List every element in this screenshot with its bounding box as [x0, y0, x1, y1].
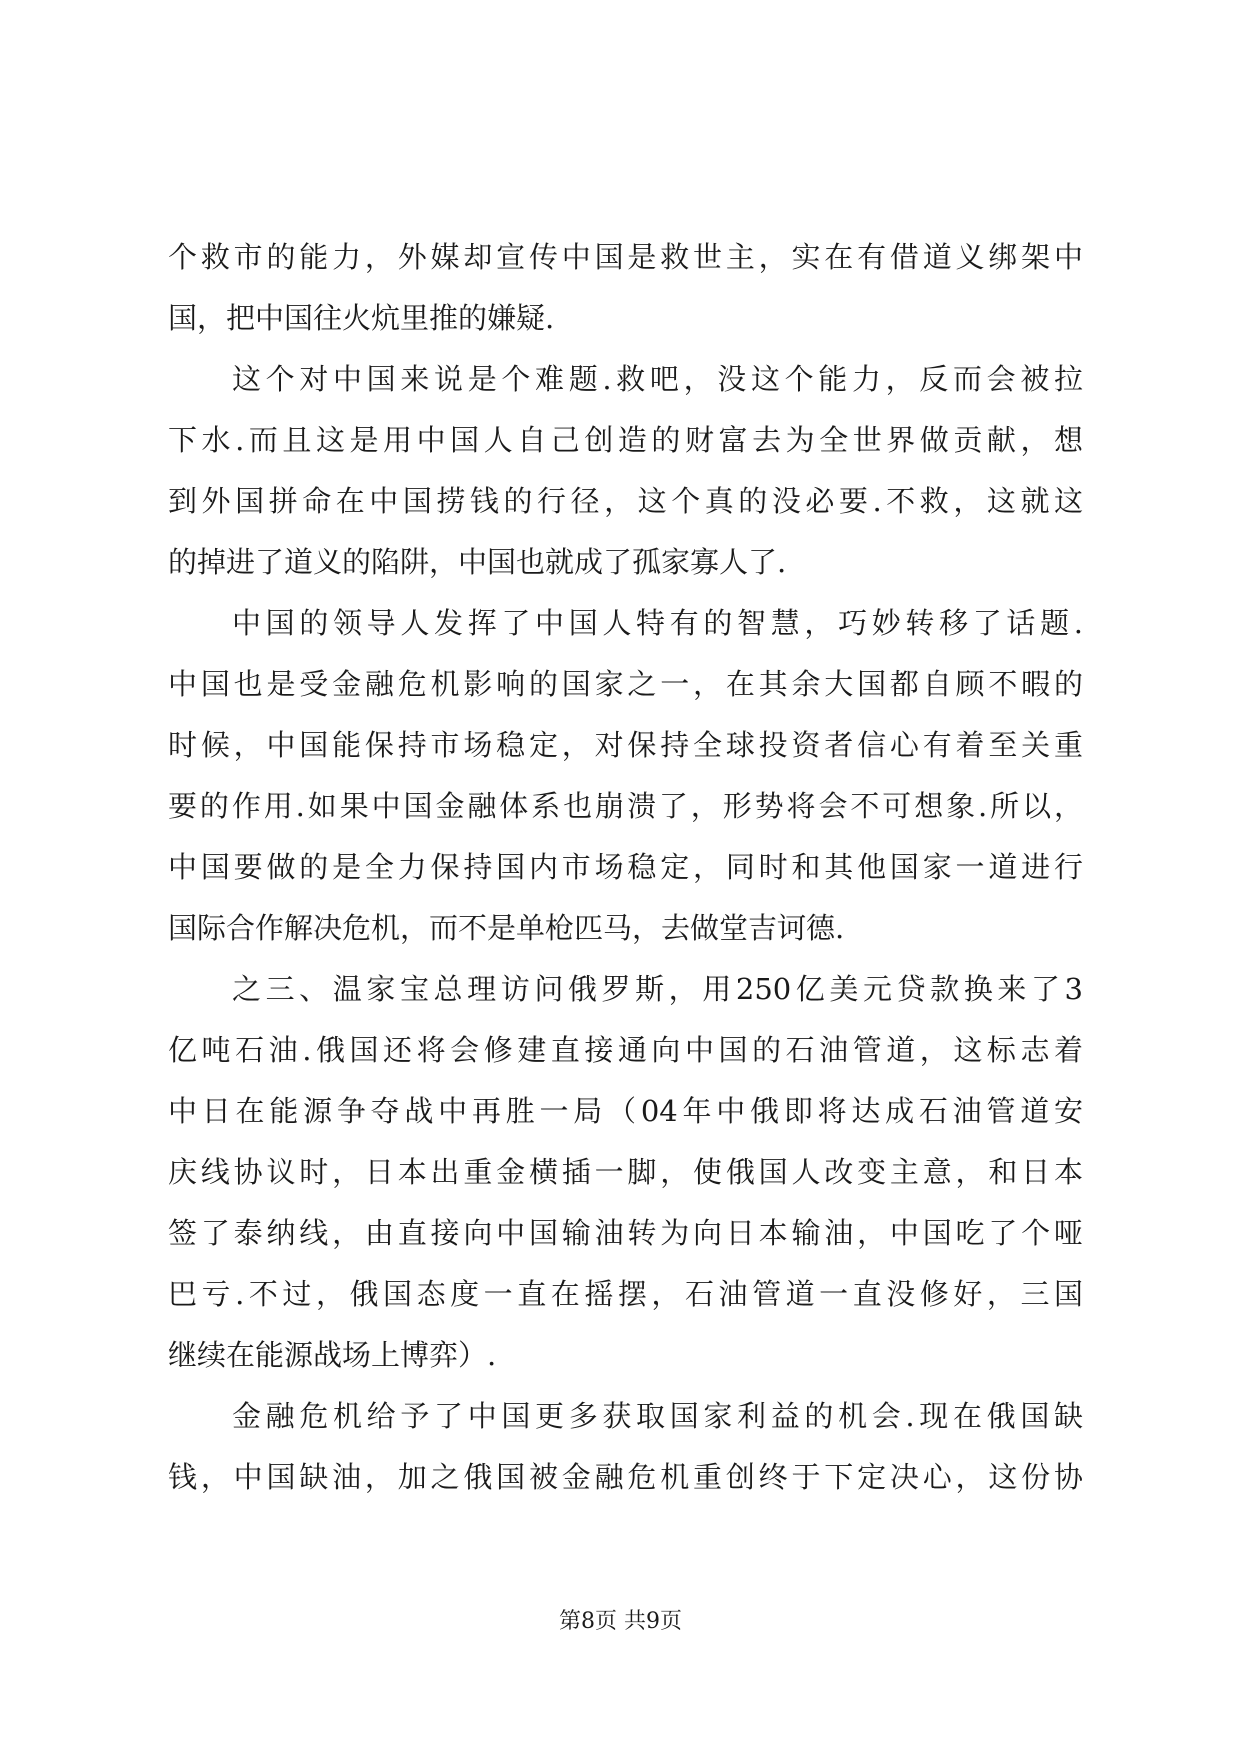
text-line: 巴亏.不过，俄国态度一直在摇摆，石油管道一直没修好，三国	[168, 1277, 1083, 1311]
text-line: 要的作用.如果中国金融体系也崩溃了，形势将会不可想象.所以，	[168, 789, 1083, 823]
text-line: 中国要做的是全力保持国内市场稳定，同时和其他国家一道进行	[168, 850, 1083, 884]
text-line: 继续在能源战场上博弈）.	[168, 1338, 497, 1372]
text-line: 金融危机给予了中国更多获取国家利益的机会.现在俄国缺	[232, 1399, 1083, 1433]
text-line: 之三、温家宝总理访问俄罗斯，用250亿美元贷款换来了3	[232, 972, 1083, 1006]
text-line: 中国的领导人发挥了中国人特有的智慧，巧妙转移了话题.	[232, 606, 1083, 640]
text-line: 国际合作解决危机，而不是单枪匹马，去做堂吉诃德.	[168, 911, 845, 945]
text-line: 时候，中国能保持市场稳定，对保持全球投资者信心有着至关重	[168, 728, 1083, 762]
text-line: 庆线协议时，日本出重金横插一脚，使俄国人改变主意，和日本	[168, 1155, 1083, 1189]
text-line: 的掉进了道义的陷阱，中国也就成了孤家寡人了.	[168, 545, 787, 579]
text-line: 下水.而且这是用中国人自己创造的财富去为全世界做贡献，想	[168, 423, 1083, 457]
page-number: 第8页 共9页	[559, 1609, 682, 1634]
text-line: 个救市的能力，外媒却宣传中国是救世主，实在有借道义绑架中	[168, 240, 1083, 274]
text-line: 亿吨石油.俄国还将会修建直接通向中国的石油管道，这标志着	[168, 1033, 1083, 1067]
text-line: 中日在能源争夺战中再胜一局（04年中俄即将达成石油管道安	[168, 1094, 1083, 1128]
text-line: 到外国拼命在中国捞钱的行径，这个真的没必要.不救，这就这	[168, 484, 1083, 518]
text-line: 国，把中国往火炕里推的嫌疑.	[168, 301, 555, 335]
body-text	[168, 227, 1083, 1508]
text-line: 这个对中国来说是个难题.救吧，没这个能力，反而会被拉	[232, 362, 1083, 396]
text-line: 钱，中国缺油，加之俄国被金融危机重创终于下定决心，这份协	[168, 1460, 1083, 1494]
page-footer	[0, 1607, 1241, 1637]
text-line: 签了泰纳线，由直接向中国输油转为向日本输油，中国吃了个哑	[168, 1216, 1083, 1250]
text-line: 中国也是受金融危机影响的国家之一，在其余大国都自顾不暇的	[168, 667, 1083, 701]
